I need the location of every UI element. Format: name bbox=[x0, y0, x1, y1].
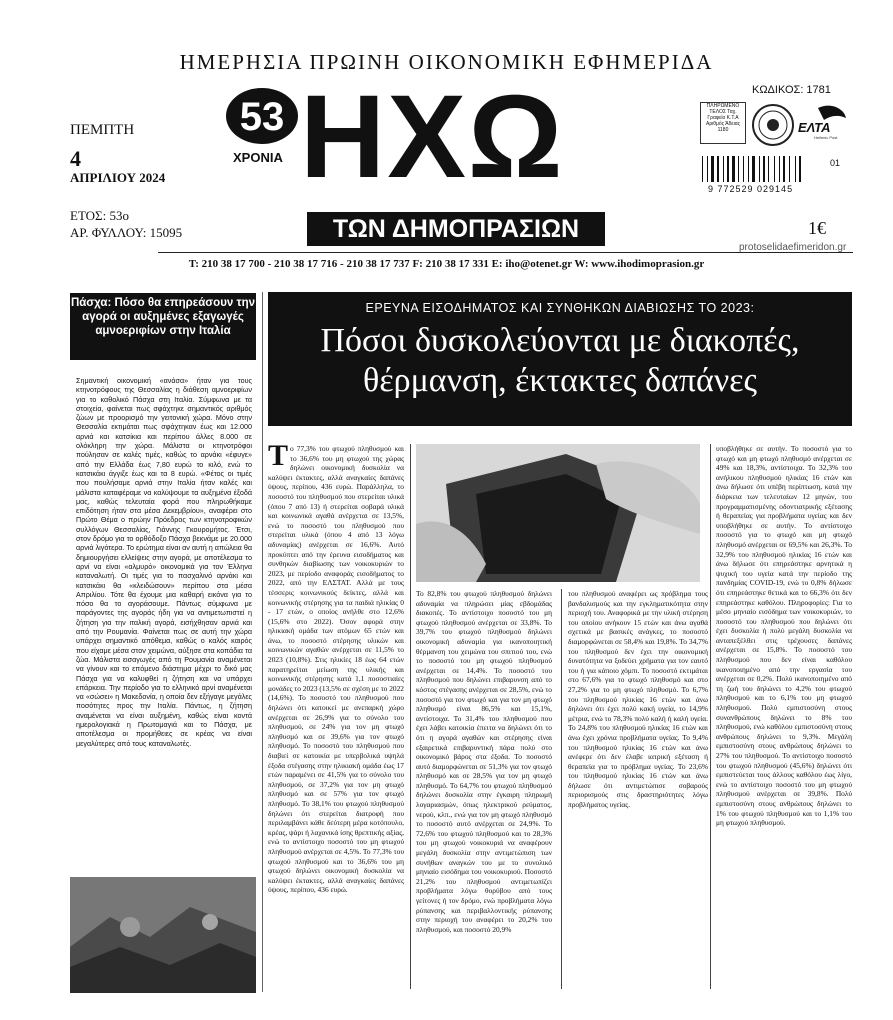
issue-sheet-number: ΑΡ. ΦΥΛΛΟΥ: 15095 bbox=[70, 225, 183, 240]
price: 1€ bbox=[808, 218, 826, 238]
issue-year: ΕΤΟΣ: 53ο bbox=[70, 208, 129, 223]
drop-cap: Τ bbox=[268, 439, 289, 472]
elta-logo bbox=[796, 100, 848, 140]
elta-sub: Hellenic Post bbox=[814, 135, 838, 140]
main-headline-line-2: θέρμανση, έκτακτες δαπάνες bbox=[363, 362, 757, 399]
wallet-photo bbox=[416, 444, 700, 582]
column-divider bbox=[561, 589, 562, 989]
newspaper-title: ΗΧΩ bbox=[300, 71, 565, 203]
issue-date-number: 4 bbox=[70, 146, 81, 171]
column-divider bbox=[710, 444, 711, 989]
contact-line: T: 210 38 17 700 - 210 38 17 716 - 210 38 17 737 F: 210 38 17 331 E: iho@otenet.gr W: www.ihodimoprasion.gr bbox=[188, 258, 705, 270]
sidebar-headline: Πάσχα: Πόσο θα επηρεάσουν την αγορά οι αυξημένες εξαγωγές αμνοεριφίων στην Ιταλία bbox=[70, 293, 256, 360]
main-kicker: ΕΡΕΥΝΑ ΕΙΣΟΔΗΜΑΤΟΣ ΚΑΙ ΣΥΝΘΗΚΩΝ ΔΙΑΒΙΩΣΗΣ ΤΟ 2023: bbox=[365, 301, 755, 315]
issue-day: ΠΕΜΠΤΗ bbox=[70, 122, 135, 138]
column-divider bbox=[410, 444, 411, 989]
masthead-divider bbox=[158, 252, 853, 253]
issue-code: ΚΩΔΙΚΟΣ: 1781 bbox=[752, 84, 831, 96]
sidebar-photo bbox=[70, 877, 256, 993]
article-column-1 bbox=[268, 439, 404, 895]
newspaper-subtitle: ΤΩΝ ΔΗΜΟΠΡΑΣΙΩΝ bbox=[307, 212, 605, 246]
main-headline-line-1: Πόσοι δυσκολεύονται με διακοπές, bbox=[320, 322, 800, 359]
barcode-number: 9 772529 029145 bbox=[708, 184, 794, 194]
article-column-3: του πληθυσμού αναφέρει ως πρόβλημα τους βανδαλισμούς και την εγκληματικότητα στην περιοχή του. Αναφορικά με την υλική στέρηση του οποίου ανήκουν 15 ετών και άνω αγαθά σχετικά με βασικές ανάγκες, το ποσοστό διαμορφώνεται σε 58,4% και 19,8%. Το 34,7% του πληθυσμού δεν έχει την οικονομική δυνατότητα να ξοδεύει χρήματα για τον εαυτό του ή για κάποιο χόμπι. Το ποσοστό εκτιμάται στο 67,6% για το φτωχό πληθυσμό και στο 27,2% για το μη φτωχό πληθυσμό. Το 6,7% του πληθυσμού ηλικίας 16 ετών και άνω δηλώνει ότι έχει πολύ κακή υγεία, το 14,9% μέτρια, ενώ το 78,3% πολύ καλή ή καλή υγεία. Το 24,8% του πληθυσμού ηλικίας 16 ετών και άνω έχει χρόνια προβλήματα υγείας. Το 9,4% του πληθυσμού ηλικίας 16 ετών και άνω ανέφερε ότι δεν έλαβε ιατρική εξέταση ή θεραπεία για το πρόβλημα υγείας. Το 23,6% του πληθυσμού ηλικίας 16 ετών και άνω δήλωσε ότι αντιμετώπισε σοβαρούς περιορισμούς στις δραστηριότητες λόγω προβλήματος υγείας. bbox=[568, 589, 708, 810]
anniversary-badge bbox=[224, 86, 300, 146]
article-column-2: Το 82,8% του φτωχού πληθυσμού δηλώνει αδυναμία να πληρώσει μίας εβδομάδας διακοπές. Το αντίστοιχο ποσοστό του μη φτωχού πληθυσμού ανέρχεται σε 33,8%. Το 39,7% του φτωχού πληθυσμού δηλώνει οικονομική αδυναμία για ικανοποιητική θέρμανση του χειμώνα του σπιτιού του, ενώ το ποσοστό του μη φτωχού πληθυσμού ανέρχεται σε 14,4%. Το ποσοστό του πληθυσμού που δηλώνει επιβαρυνση από το κόστος στέγασης ανέρχεται σε 28,5%, ενώ το ποσοστό για τον φτωχό και για τον μη φτωχό πληθυσμό είναι 86,5% και 15,1%, αντίστοιχα. Το 31,4% του πληθυσμού που έχει λάβει κατοικία έπειτα να δηλώνει ότι το ότι η αγορά αγαθών και στέρησης είναι εξαιρετικά επιβαρυντική πάρα πολύ στο οικονομικό βάρος στα έξοδα. Το ποσοστό αυτό διαμορφώνεται σε 51,3% για τον φτωχό πληθυσμό και σε 28,5% για τον μη φτωχό πληθυσμό. Το 64,7% του φτωχού πληθυσμού δηλώνει δυσκολία στην έγκαιρη πληρωμή λογαριασμών, όπως ηλεκτρικού ρεύματος, νερού, κλπ., ενώ για τον μη φτωχό πληθυσμό το ποσοστό αυτό ανέρχεται σε 24,9%. Το 72,6% του φτωχού πληθυσμού και το 28,3% του μη φτωχού νοικοκυριά να αναφέρουν μεγάλη δυσκολία στην αντιμετώπιση των συνήθων αναγκών του με το συνολικό μηνιαίο εισόδημα του νοικοκυριού. Ποσοστό 21,2% του πληθυσμού αντιμετωπίζει προβλήματα λόγω θορύβου από τους γείτονες ή τον δρόμο, ενώ προβλήματα λόγω ρύπανσης και περιβαλλοντικής ρύπανσης στην περιοχή του αναφέρει το 20,2% του πληθυσμού, και ποσοστό 20,9% bbox=[416, 589, 552, 934]
article-column-1-text: ο 77,3% του φτωχού πληθυσμού και το 36,6% του μη φτωχού της χώρας δηλώνει οικονομική δυσκολία να καλύψει έκτακτες, αλλά αναγκαίες δαπάνες ύψους, περίπου, 436 ευρώ. Παράλληλα, το ποσοστό του πληθυσμού που στερείται υλικά (όπου 7 από 13) ή στερείται σοβαρά υλικά και κοινωνικά αγαθά ανέρχεται σε 13,5%, ενώ το ποσοστό του πληθυσμού που στερείται υλικά (όπου 4 από 13 λόγω αδυναμίας) ανέρχεται σε 16,6%. Αυτό προκύπτει από την έρευνα εισοδήματος και συνθηκών διαβίωσης των νοικοκυριών το 2023, με περίοδο αναφοράς εισοδήματος το 2022, από την ΕΛΣΤΑΤ. Αλλά με τους τέσσερις κοινωνικούς δείκτες, αλλά και κοινωνικής στέρησης για τα παιδιά ηλικίας 0 - 17 ετών, ο οποίος ανήλθε στο 12,6% (15,6% στο 2022). Όσον αφορά στην ηλικιακή ομάδα των ατόμων 65 ετών και άνω, το ποσοστό στέρησης υλικών και κοινωνικών αγαθών ανέρχεται σε 11,5% το 2023 (10,8%). Στις ηλικίες 18 έως 64 ετών παρατηρείται μείωση της υλικής και κοινωνικής στέρησης κατά 1,1 ποσοστιαίες μονάδες το 2023 (13,5% σε σχέση με το 2022 (14,6%). Το ποσοστό του πληθυσμού που δηλώνει ότι κατοικεί με ανεπαρκή χώρο ανέρχεται σε 26,9% για το σύνολο του πληθυσμού, σε 24% για τον μη φτωχό πληθυσμό και σε 39,6% για τον φτωχό πληθυσμό. Το ποσοστό του πληθυσμού που διαβιεί σε κατοικία με υπερβολικά υψηλά έξοδα στέγασης στην ηλικιακή ομάδα έως 17 ετών παραμένει σε 41,5% για το σύνολο του πληθυσμού, σε 37,2% για τον μη φτωχό πληθυσμό και σε 57% για τον φτωχό πληθυσμό. Το 38,1% του φτωχού πληθυσμού δηλώνει ότι στερείται διατροφή που περιλαμβάνει κάθε δεύτερη μέρα κοτόπουλο, κρέας, ψάρι ή λαχανικά ίσης θρεπτικής αξίας, ενώ το αντίστοιχο ποσοστό του μη φτωχού πληθυσμού ανέρχεται σε 4,5%. Το 77,3% του φτωχού πληθυσμού και το 36,6% του μη φτωχού δηλώνει οικονομική δυσκολία να καλύψει έκτακτες, αλλά αναγκαίες δαπάνες ύψους, περίπου, 436 ευρώ. bbox=[268, 444, 404, 895]
postage-paid-stamp: ΠΛΗΡΩΜΕΝΟ ΤΕΛΟΣ Ταχ. Γραφείο Κ.Τ.Α Αριθμός Άδειας 1180 bbox=[700, 102, 746, 144]
barcode-icon bbox=[700, 156, 830, 182]
article-column-4: υποβλήθηκε σε αυτήν. Το ποσοστό για το φτωχό και μη φτωχό πληθυσμό ανέρχεται σε 49% και 18,3%, αντίστοιχα. Το 32,3% του ανήλικου πληθυσμού ηλικίας 16 ετών και άνω δήλωσε ότι υπέβη περίπτωση, κατά την διάρκεια των τελευταίων 12 μηνών, του προγραμματισμένης οδοντιατρικής εξέτασης ή θεραπείας για προβλήματα υγείας και δεν υποβλήθηκε σε αυτήν. Το αντίστοιχο ποσοστό για το φτωχό και μη φτωχό πληθυσμό ανέρχεται σε 69,5% και 26,3%. Το 32,9% του πληθυσμού ηλικίας 16 ετών και άνω δήλωσε ότι επηρεάστηκε αρνητικά η ψυχική του υγεία κατά την περίοδο της πανδημίας COVID-19, ενώ το 0,8% δήλωσε ότι επηρεάστηκε θετικά και το 66,3% ότι δεν επηρεάστηκε καθόλου. Πληροφορίες: Για το μέσο μηνιαίο εισόδημα των νοικοκυριών, το ποσοστό του πληθυσμού που δηλώνει ότι έχει δυσκολία ή πολύ μεγάλη δυσκολία να ανταπεξέλθει στις τρέχουσες δαπάνες ανέρχεται σε 15,8%. Το ποσοστό του πληθυσμού που δεν είναι καθόλου ικανοποιημένο από την εργασία του ανέρχεται σε 0,2%. Πολύ ικανοποιημένο από τη ζωή του δηλώνει το 4,2% του φτωχού πληθυσμού και το 6,1% του μη φτωχού πληθυσμού. Πολύ εμπιστοσύνη στους συνανθρώπους δηλώνει το 8% του πληθυσμού, ενώ καθόλου εμπιστοσύνη στους ανθρώπους δηλώνει το 9,3%. Μεγάλη εμπιστοσύνη στους ανθρώπους δηλώνει το 27% του πληθυσμού. Το αντίστοιχο ποσοστό του φτωχού πληθυσμού (45,6%) δηλώνει ότι εμπιστεύεται τους άλλους καθόλου έως λίγο, ενώ το αντίστοιχο ποσοστό του μη φτωχού πληθυσμού ανέρχεται σε 39,8%. Πολύ εμπιστοσύνη στους ανθρώπους δηλώνει το 1% του φτωχού πληθυσμού και το 1,1% του μη φτωχού πληθυσμού. bbox=[716, 444, 852, 828]
elta-label: ΕΛΤΑ bbox=[798, 120, 831, 135]
elta-bird-icon bbox=[796, 100, 848, 140]
sidebar-divider bbox=[262, 292, 263, 992]
main-headline-box bbox=[268, 292, 852, 426]
anniversary-label: ΧΡΟΝΙΑ bbox=[233, 150, 283, 165]
sidebar-body: Σημαντική οικονομική «ανάσα» ήταν για τους κτηνοτρόφους της Θεσσαλίας η διάθεση αμνοεριφίων για το καθολικό Πάσχα στη Ιταλία. Σύμφωνα με τα στοιχεία, φαίνεται πως σφάχτηκε σημαντικός αριθμός ζώων με προορισμό την γειτονική χώρα. Μόνο στην Θεσσαλία εκτιμάται πως σφάχτηκαν έως και 12.000 αρνιά και κατσίκια και περίπου άλλες 8.000 σε ολόκληρη την χώρα. Μάλιστα οι κτηνοτρόφοι πούλησαν σε καλές τιμές, καθώς το αρνάκι «έφυγε» από την Ελλάδα έως 7,80 ευρώ το κιλό, ενώ το κατσικάκι άγγιξε έως και τα 8 ευρώ. «Φέτος οι τιμές που πουλήσαμε αρνιά στην Ιταλία ήταν καλές και μάλιστα καταφέραμε να καλύψουμε τα αυξημένα έξοδά μας, καθώς τελευταία φορά που πληρωθήκαμε επιδότηση ήταν στα μέσα Δεκεμβρίου», αναφέρει στο Πρώτο Θέμα ο πρώην Πρόεδρος των κτηνοτροφικών συλλόγων Θεσσαλίας, Γιάννης Γκουρομήτος. Έτσι, στον δρόμο για το ορθόδοξο Πάσχα βεκνάμε με 20.000 αρνιά λιγότερα. Το ερώτημα είναι αν αυτή η απώλεια θα δημιουργήσει ελλείψεις στην αγορά, με αποτέλεσμα το αρνί να είναι «αλμυρό» οικονομικά για τον Έλληνα καταναλωτή. Οι τιμές για το πασχαλινό αρνάκι και κατσικάκι θα «κλειδώσουν» περίπου στα μέσα Απριλίου. Τότε θα έχουμε μια καθαρή εικόνα για το πόσο θα το αγοράσουμε. Πάντως σύμφωνα με παράγοντες της αγοράς ήδη για να αντιμετωπιστεί η ζήτηση για την ιταλική αγορά, εισήχθησαν αρνιά και από την Ρουμανία. Φαίνεται πως σε αυτή την χώρα υπάρχει σημαντικό απόθεμα, καθώς ο καλός καιρός που είχαμε μέσα στον χειμώνα, αύξησε στα κοπάδια τα ζώα. Μάλιστα εισαγωγές από τη Ρουμανία αναμένεται να γίνουν και το επόμενο διάστημα μέχρι το δικό μας Πάσχα για να καλυφθεί η ζήτηση και να υπάρχει επάρκεια. Την περίοδο για το ελληνικό αρνί αναμένεται να «σώσει» η Μακεδονία, η οποία δεν εξήγαγε μεγάλες ποσότητες προς την Ιταλία. Πάντως, η ζήτηση αναμένεται να είναι αυξημένη, καθώς είναι κοντά ημερολογιακά η Πρωτομαγιά και το Πάσχα, με αποτέλεσμα οι προμήθειες σε κρέας να είναι μεγαλύτερες από τους καταναλωτές. bbox=[76, 376, 252, 748]
issue-month-year: ΑΠΡΙΛΙΟΥ 2024 bbox=[70, 170, 166, 185]
seal-icon bbox=[752, 104, 794, 146]
watermark-site: protoselidaefimeridon.gr bbox=[739, 242, 847, 253]
barcode-issue: 01 bbox=[830, 158, 841, 168]
masthead-banner: ΗΜΕΡΗΣΙΑ ΠΡΩΙΝΗ ΟΙΚΟΝΟΜΙΚΗ ΕΦΗΜΕΡΙΔΑ bbox=[179, 50, 714, 74]
anniversary-number: 53 bbox=[239, 95, 285, 139]
